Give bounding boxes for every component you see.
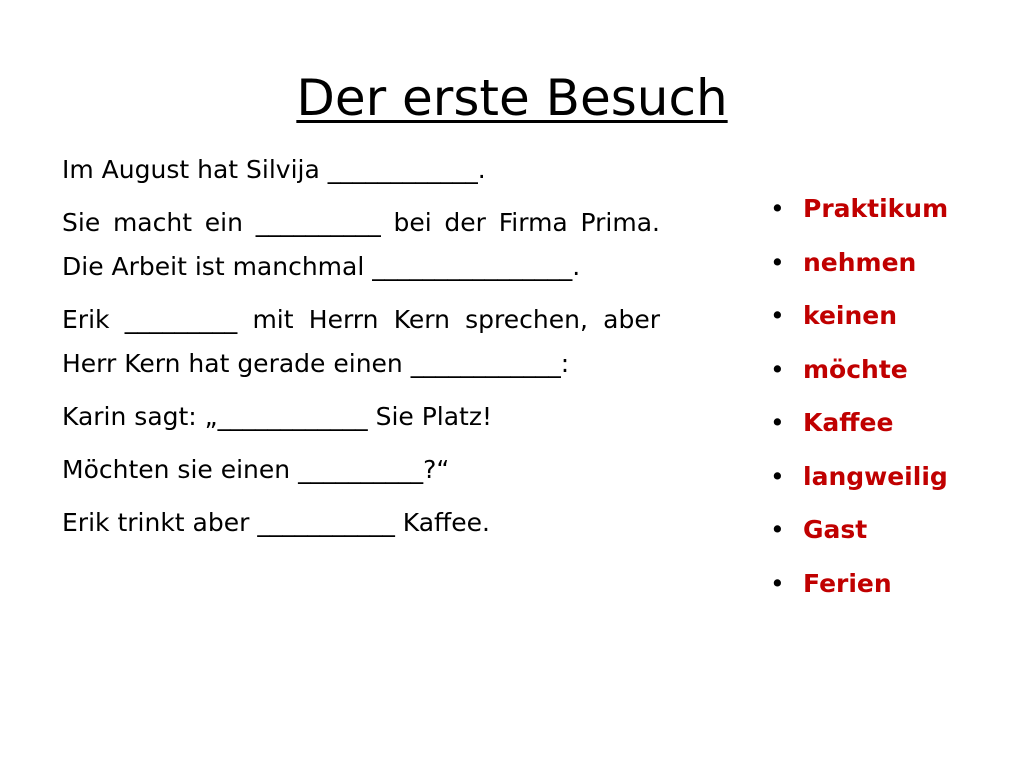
word-bank-item bbox=[770, 182, 948, 236]
word-bank-label: Ferien bbox=[803, 568, 892, 598]
exercise-sentence: Karin sagt: „____________ Sie Platz! bbox=[62, 402, 493, 431]
word-bank-item bbox=[770, 503, 948, 557]
exercise-sentence: Sie macht ein __________ bei der Firma Prima. Die Arbeit ist manchmal ________________. bbox=[62, 208, 660, 281]
bullet-icon: • bbox=[770, 354, 785, 384]
bullet-icon: • bbox=[770, 301, 785, 330]
bullet-icon: • bbox=[770, 247, 785, 277]
word-bank-label: langweilig bbox=[803, 461, 948, 491]
word-bank-item bbox=[770, 343, 948, 397]
word-bank-label: Praktikum bbox=[803, 194, 949, 223]
bullet-icon: • bbox=[770, 461, 785, 491]
exercise-sentence: Im August hat Silvija ____________. bbox=[62, 155, 486, 184]
word-bank-list bbox=[770, 182, 948, 610]
bullet-icon: • bbox=[770, 408, 785, 437]
word-bank-item bbox=[770, 450, 948, 504]
word-bank-label: Kaffee bbox=[803, 408, 894, 437]
word-bank-label: möchte bbox=[803, 354, 908, 384]
bullet-icon: • bbox=[770, 568, 785, 598]
exercise-sentence: Erik _________ mit Herrn Kern sprechen, aber Herr Kern hat gerade einen ____________: bbox=[62, 305, 660, 378]
exercise-text bbox=[62, 148, 660, 554]
word-bank-item bbox=[770, 236, 948, 290]
word-bank-item bbox=[770, 289, 948, 343]
slide-title: Der erste Besuch bbox=[296, 69, 728, 127]
bullet-icon: • bbox=[770, 194, 785, 223]
word-bank-item bbox=[770, 557, 948, 611]
word-bank-label: nehmen bbox=[803, 247, 917, 277]
word-bank-label: Gast bbox=[803, 515, 868, 544]
bullet-icon: • bbox=[770, 515, 785, 544]
exercise-sentence: Möchten sie einen __________?“ bbox=[62, 455, 450, 484]
word-bank-label: keinen bbox=[803, 301, 898, 330]
exercise-sentence: Erik trinkt aber ___________ Kaffee. bbox=[62, 508, 490, 537]
word-bank-item bbox=[770, 396, 948, 450]
